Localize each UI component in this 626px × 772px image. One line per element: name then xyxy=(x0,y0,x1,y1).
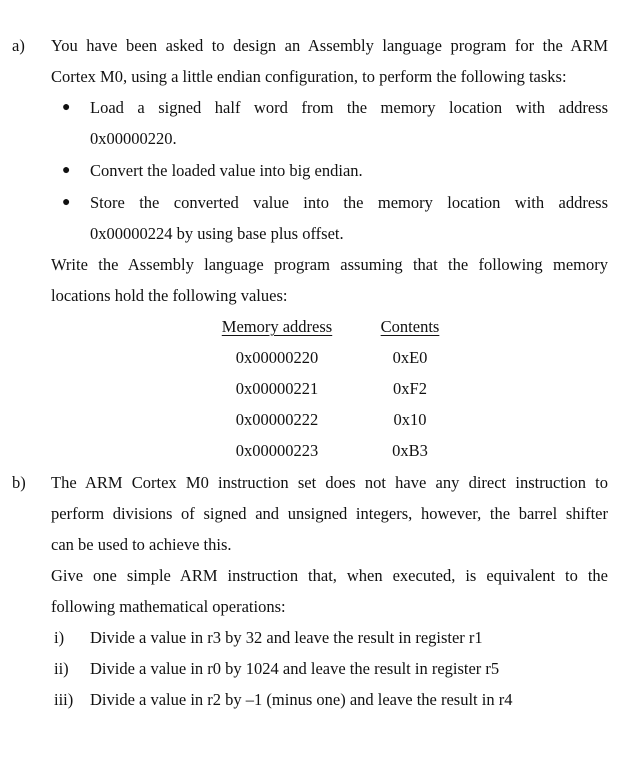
question-a-intro-line-2: Cortex M0, using a little endian configuration, to perform the following tasks: xyxy=(51,67,567,86)
question-b-para1-line-3: can be used to achieve this. xyxy=(51,535,232,554)
table-cell-contents: 0xE0 xyxy=(392,348,428,367)
bullet-dot-1: ● xyxy=(62,100,71,115)
item-text-iii: Divide a value in r2 by –1 (minus one) and leave the result in r4 xyxy=(90,690,513,709)
table-cell-contents: 0xB3 xyxy=(392,441,428,460)
question-a-closing-line-2: locations hold the following values: xyxy=(51,286,288,305)
bullet-2-line-1: Convert the loaded value into big endian. xyxy=(90,161,363,180)
table-cell-address: 0x00000222 xyxy=(235,410,319,429)
question-b-para2-line-1: Give one simple ARM instruction that, when executed, is equivalent to the xyxy=(51,566,608,585)
bullet-3-line-1: Store the converted value into the memory location with address xyxy=(90,193,608,212)
bullet-1-line-2: 0x00000220. xyxy=(90,129,177,148)
item-text-ii: Divide a value in r0 by 1024 and leave the result in register r5 xyxy=(90,659,500,678)
bullet-dot-2: ● xyxy=(62,163,71,178)
question-a-label: a) xyxy=(12,36,25,55)
table-cell-address: 0x00000220 xyxy=(235,348,319,367)
item-numeral-i: i) xyxy=(54,628,65,647)
item-text-i: Divide a value in r3 by 32 and leave the result in register r1 xyxy=(90,628,483,647)
item-numeral-ii: ii) xyxy=(54,659,69,678)
question-b-para2-line-2: following mathematical operations: xyxy=(51,597,286,616)
question-a-closing-line-1: Write the Assembly language program assuming that the following memory xyxy=(51,255,608,274)
table-cell-address: 0x00000223 xyxy=(235,441,319,460)
question-b-para1-line-2: perform divisions of signed and unsigned integers, however, the barrel shifter xyxy=(51,504,608,523)
question-b-label: b) xyxy=(12,473,26,492)
bullet-3-line-2: 0x00000224 by using base plus offset. xyxy=(90,224,344,243)
table-header-address: Memory address xyxy=(221,317,333,336)
question-b-para1-line-1: The ARM Cortex M0 instruction set does not have any direct instruction to xyxy=(51,473,608,492)
item-numeral-iii: iii) xyxy=(54,690,74,709)
table-cell-contents: 0xF2 xyxy=(393,379,427,398)
bullet-1-line-1: Load a signed half word from the memory location with address xyxy=(90,98,608,117)
table-header-contents: Contents xyxy=(380,317,440,336)
table-cell-address: 0x00000221 xyxy=(235,379,319,398)
bullet-dot-3: ● xyxy=(62,195,71,210)
table-cell-contents: 0x10 xyxy=(393,410,427,429)
question-a-intro-line-1: You have been asked to design an Assembly language program for the ARM xyxy=(51,36,608,55)
